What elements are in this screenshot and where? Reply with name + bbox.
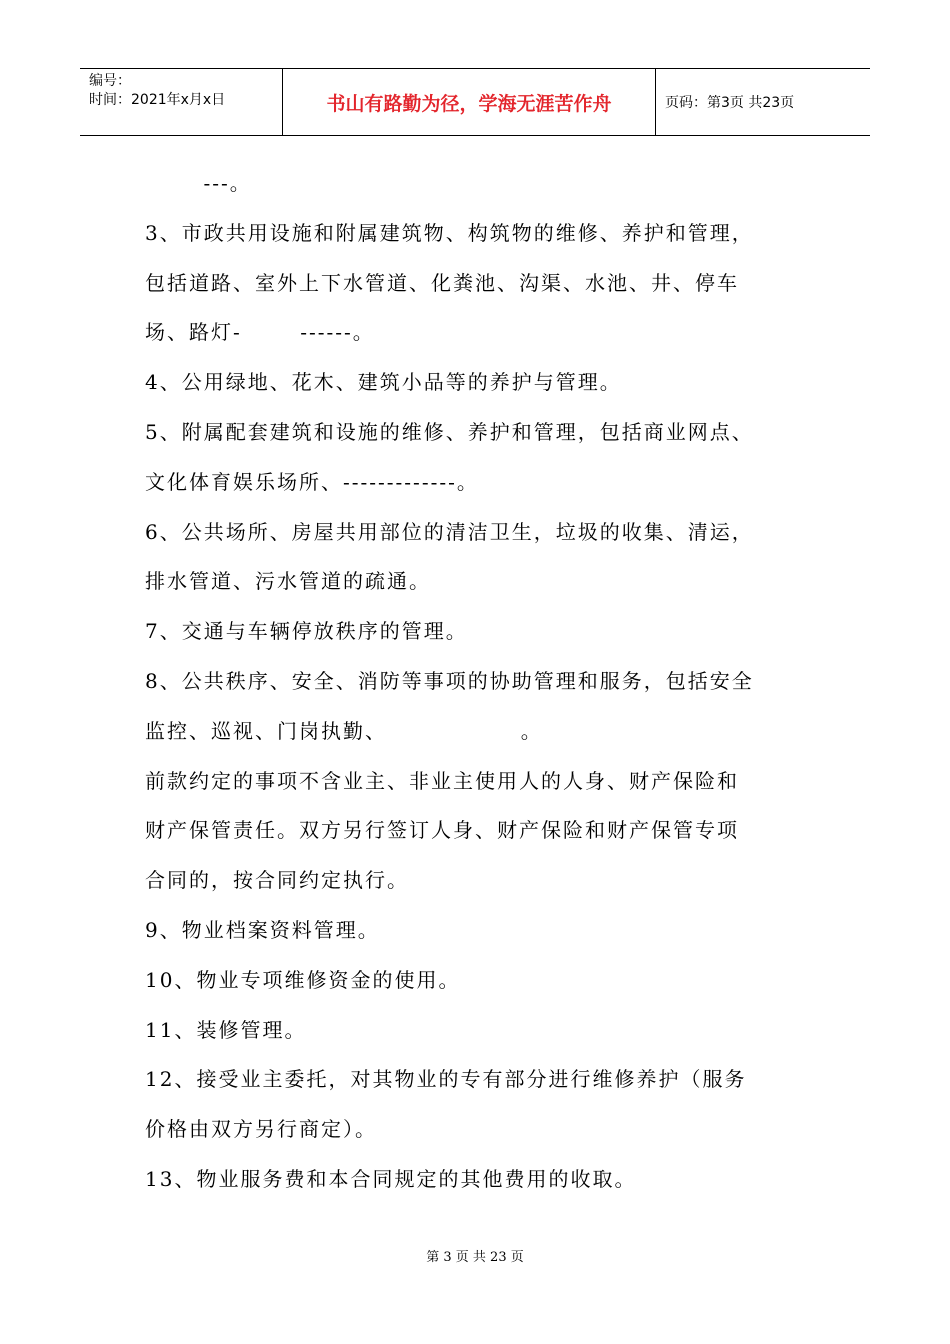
body-line: ---。	[145, 171, 252, 195]
body-line: 文化体育娱乐场所、-------------。	[145, 469, 479, 494]
motto-text: 书山有路勤为径，学海无涯苦作舟	[326, 92, 612, 115]
page-footer	[0, 1246, 950, 1265]
header-meta	[80, 69, 283, 135]
body-line: 4、公用绿地、花木、建筑小品等的养护与管理。	[145, 370, 622, 395]
footer-page-number: 第 3 页 共 23 页	[426, 1250, 524, 1265]
body-line: 8、公共秩序、安全、消防等事项的协助管理和服务，包括安全	[145, 668, 754, 693]
body-line: 财产保管责任。双方另行签订人身、财产保险和财产保管专项	[145, 818, 739, 843]
body-line: 监控、巡视、门岗执勤、 。	[145, 718, 543, 743]
body-line: 7、交通与车辆停放秩序的管理。	[145, 619, 468, 644]
body-line: 3、市政共用设施和附属建筑物、构筑物的维修、养护和管理，	[145, 220, 754, 245]
document-number-label: 编号：	[89, 73, 131, 89]
body-line: 11、装修管理。	[145, 1017, 307, 1042]
body-line: 9、物业档案资料管理。	[145, 917, 380, 942]
body-line: 合同的，按合同约定执行。	[145, 868, 409, 893]
body-line: 场、路灯- ------。	[145, 320, 375, 345]
document-date: 时间：2021年x月x日	[89, 92, 226, 108]
page-info-text: 页码：第3页 共23页	[665, 95, 795, 111]
body-line: 排水管道、污水管道的疏通。	[145, 569, 431, 594]
document-body	[145, 159, 835, 1205]
body-line: 13、物业服务费和本合同规定的其他费用的收取。	[145, 1166, 637, 1191]
body-line: 包括道路、室外上下水管道、化粪池、沟渠、水池、井、停车	[145, 270, 739, 295]
header-motto	[283, 69, 656, 135]
page-header	[80, 68, 870, 136]
body-line: 前款约定的事项不含业主、非业主使用人的人身、财产保险和	[145, 768, 739, 793]
body-line: 6、公共场所、房屋共用部位的清洁卫生，垃圾的收集、清运，	[145, 519, 754, 544]
body-line: 10、物业专项维修资金的使用。	[145, 967, 461, 992]
header-page-info	[656, 69, 870, 135]
body-line: 价格由双方另行商定）。	[145, 1117, 377, 1142]
body-line: 5、附属配套建筑和设施的维修、养护和管理，包括商业网点、	[145, 419, 754, 444]
body-line: 12、接受业主委托，对其物业的专有部分进行维修养护（服务	[145, 1067, 747, 1092]
